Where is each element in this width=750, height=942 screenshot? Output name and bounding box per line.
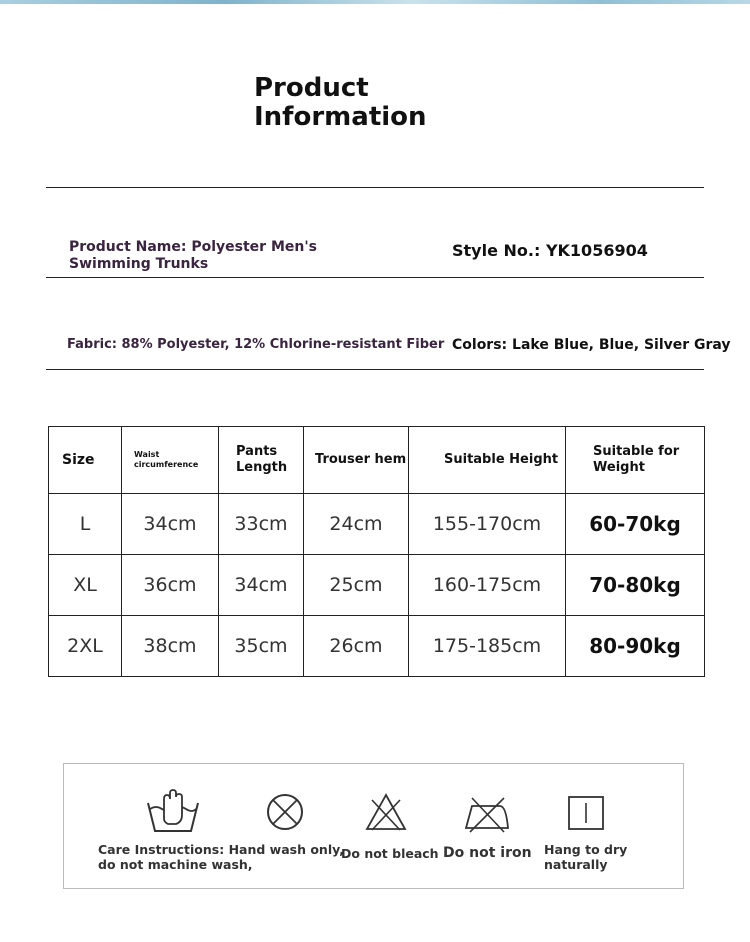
- cell-height: 175-185cm: [409, 616, 566, 677]
- fabric-info: Fabric: 88% Polyester, 12% Chlorine-resistant Fiber: [67, 337, 445, 352]
- hand-wash-label-line-2: do not machine wash,: [98, 857, 253, 872]
- header-waist: Waist circumference: [122, 427, 219, 494]
- no-iron-label: Do not iron: [443, 845, 532, 861]
- title-line-1: Product: [254, 73, 369, 103]
- cell-size: 2XL: [49, 616, 122, 677]
- style-number: Style No.: YK1056904: [452, 241, 648, 260]
- product-name-line-2: Swimming Trunks: [69, 256, 209, 272]
- header-pants-length: Pants Length: [219, 427, 304, 494]
- header-suitable-height: Suitable Height: [409, 427, 566, 494]
- cell-hem: 25cm: [304, 555, 409, 616]
- do-not-bleach-icon: [364, 792, 408, 832]
- table-row: [49, 555, 705, 616]
- divider: [46, 369, 704, 370]
- cell-waist: 38cm: [122, 616, 219, 677]
- product-name: [69, 239, 317, 273]
- table-row: [49, 616, 705, 677]
- hang-dry-icon: [567, 795, 605, 831]
- colors-info: Colors: Lake Blue, Blue, Silver Gray: [452, 337, 731, 353]
- page-title: [254, 74, 494, 132]
- cell-length: 34cm: [219, 555, 304, 616]
- cell-length: 35cm: [219, 616, 304, 677]
- cell-weight: 80-90kg: [566, 616, 705, 677]
- top-decorative-bar: [0, 0, 750, 4]
- product-name-line-1: Product Name: Polyester Men's: [69, 239, 317, 255]
- cell-weight: 70-80kg: [566, 555, 705, 616]
- cell-waist: 36cm: [122, 555, 219, 616]
- cell-size: XL: [49, 555, 122, 616]
- care-instructions-box: [63, 763, 684, 889]
- divider: [46, 277, 704, 278]
- header-size: Size: [49, 427, 122, 494]
- cell-length: 33cm: [219, 494, 304, 555]
- header-suitable-weight: Suitable for Weight: [566, 427, 705, 494]
- hang-dry-label: [544, 842, 627, 872]
- cell-height: 155-170cm: [409, 494, 566, 555]
- hand-wash-icon: [146, 789, 200, 833]
- hang-dry-label-line-1: Hang to dry: [544, 842, 628, 857]
- header-trouser-hem: Trouser hem: [304, 427, 409, 494]
- cell-hem: 24cm: [304, 494, 409, 555]
- title-line-2: Information: [254, 102, 427, 132]
- table-header-row: [49, 427, 705, 494]
- no-bleach-label: Do not bleach: [341, 846, 439, 861]
- hand-wash-label: [98, 842, 344, 872]
- do-not-iron-icon: [462, 794, 512, 834]
- divider: [46, 187, 704, 188]
- cell-waist: 34cm: [122, 494, 219, 555]
- do-not-tumble-icon: [265, 792, 305, 832]
- size-chart-table: [48, 426, 705, 677]
- table-row: [49, 494, 705, 555]
- cell-size: L: [49, 494, 122, 555]
- hand-wash-label-line-1: Care Instructions: Hand wash only,: [98, 842, 345, 857]
- cell-hem: 26cm: [304, 616, 409, 677]
- cell-height: 160-175cm: [409, 555, 566, 616]
- hang-dry-label-line-2: naturally: [544, 857, 608, 872]
- cell-weight: 60-70kg: [566, 494, 705, 555]
